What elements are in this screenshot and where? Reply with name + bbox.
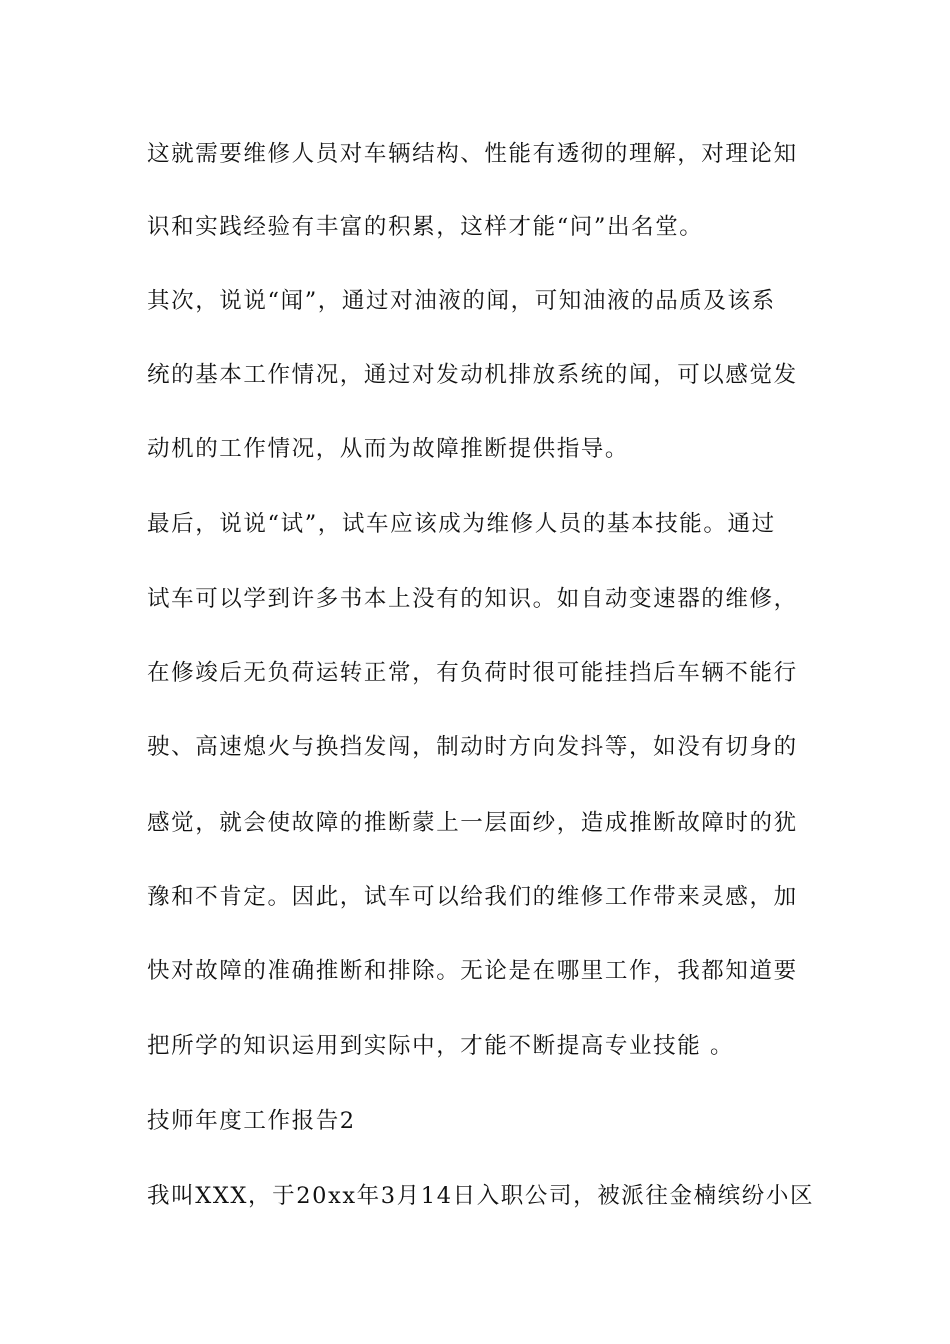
text-line: 动机的工作情况，从而为故障推断提供指导。 bbox=[147, 436, 630, 462]
text-line: 感觉，就会使故障的推断蒙上一层面纱，造成推断故障时的犹 bbox=[147, 810, 798, 836]
text-line: 豫和不肯定。因此，试车可以给我们的维修工作带来灵感，加 bbox=[147, 884, 798, 910]
text-line: 其次，说说“闻”，通过对油液的闻，可知油液的品质及该系 bbox=[147, 288, 776, 314]
text-line: 快对故障的准确推断和排除。无论是在哪里工作，我都知道要 bbox=[147, 958, 798, 984]
text-line: 最后，说说“试”，试车应该成为维修人员的基本技能。通过 bbox=[147, 511, 776, 537]
text-line: 在修竣后无负荷运转正常，有负荷时很可能挂挡后车辆不能行 bbox=[147, 660, 798, 686]
text-line: 驶、高速熄火与换挡发闯，制动时方向发抖等，如没有切身的 bbox=[147, 734, 798, 760]
text-line: 试车可以学到许多书本上没有的知识。如自动变速器的维修， bbox=[147, 586, 798, 612]
section-heading: 技师年度工作报告2 bbox=[147, 1108, 356, 1134]
text-line: 把所学的知识运用到实际中，才能不断提高专业技能 。 bbox=[147, 1033, 735, 1059]
text-line: 我叫XXX，于20xx年3月14日入职公司，被派往金楠缤纷小区 bbox=[147, 1183, 815, 1209]
text-line: 这就需要维修人员对车辆结构、性能有透彻的理解，对理论知 bbox=[147, 141, 798, 167]
text-line: 识和实践经验有丰富的积累，这样才能“问”出名堂。 bbox=[147, 214, 704, 240]
text-line: 统的基本工作情况，通过对发动机排放系统的闻，可以感觉发 bbox=[147, 362, 798, 388]
